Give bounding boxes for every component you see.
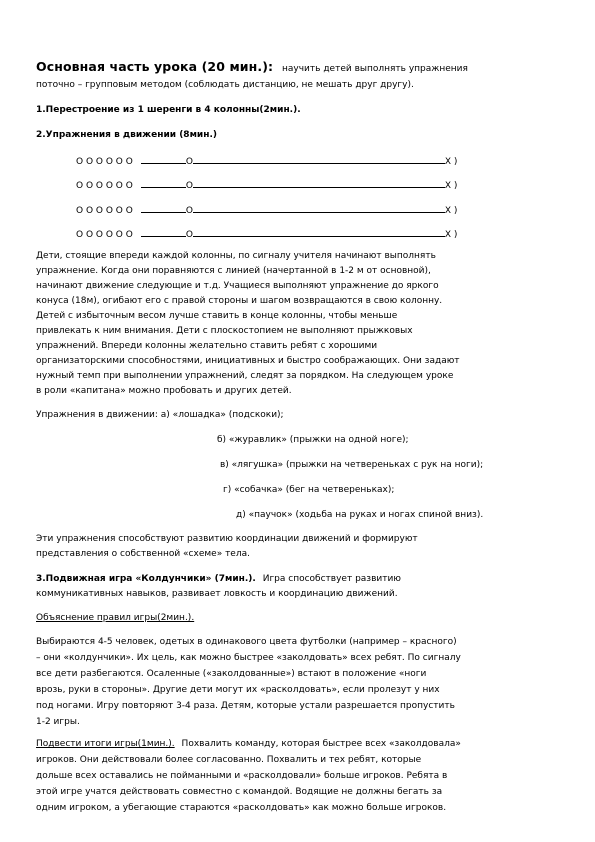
- rules-line: Выбираются 4-5 человек, одетых в одинакового цвета футболки (например – красного): [36, 637, 457, 647]
- formation-end-marker: Х ): [444, 181, 458, 191]
- formation-row: [76, 154, 457, 167]
- paragraph-line: конуса (18м), огибают его с правой стороны и шагом возвращаются в свою колонну.: [36, 296, 443, 306]
- summary-heading: Подвести итоги игры(1мин.).: [36, 739, 175, 749]
- formation-gap-line: [141, 178, 186, 188]
- rules-line: – они «колдунчики». Их цель, как можно быстрее «заколдовать» всех ребят. По сигналу: [36, 653, 461, 663]
- formation-row: [76, 203, 457, 216]
- paragraph-line: нужный темп при выполнении упражнений, следят за порядком. На следующем уроке: [36, 371, 454, 381]
- paragraph-line: организаторскими способностями, инициативных и быстро соображающих. Они задают: [36, 356, 460, 366]
- formation-gap-line: [141, 227, 186, 237]
- exercise-item: в) «лягушка» (прыжки на четвереньках с рук на ноги);: [220, 460, 484, 470]
- exercise-item: г) «собачка» (бег на четвереньках);: [223, 485, 395, 495]
- rules-line: 1-2 игры.: [36, 717, 80, 727]
- formation-end-marker: Х ): [444, 230, 458, 240]
- paragraph-line: в роли «капитана» можно пробовать и других детей.: [36, 386, 292, 396]
- rules-line: под ногами. Игру повторяют 3-4 раза. Детям, которые устали разрешается пропустить: [36, 701, 455, 711]
- summary-line: этой игре учатся действовать совместно с командой. Водящие не должны бегать за: [36, 787, 443, 797]
- exercise-item: б) «журавлик» (прыжки на одной ноге);: [217, 435, 409, 445]
- section-3-title: 3.Подвижная игра «Колдунчики» (7мин.).: [36, 574, 256, 584]
- exercises-intro: Упражнения в движении: а) «лошадка» (подскоки);: [36, 410, 284, 420]
- section-3-line-2: коммуникативных навыков, развивает ловкость и координацию движений.: [36, 589, 398, 599]
- formation-row: [76, 227, 457, 240]
- paragraph-line: Эти упражнения способствуют развитию координации движений и формируют: [36, 534, 418, 544]
- section-3-line-1: [36, 573, 401, 585]
- formation-mid-marker: О: [185, 181, 193, 191]
- paragraph-line: упражнений. Впереди колонны желательно ставить ребят с хорошими: [36, 341, 378, 351]
- summary-line-1: [36, 738, 461, 750]
- summary-line: дольше всех оставались не пойманными и «расколдовали» больше игроков. Ребята в: [36, 771, 448, 781]
- formation-distance-line: [193, 178, 445, 188]
- rules-line: врозь, руки в стороны». Другие дети могут их «расколдовать», если пролезут у них: [36, 685, 440, 695]
- formation-circles: О О О О О О: [76, 157, 133, 167]
- formation-gap-line: [141, 154, 186, 164]
- formation-distance-line: [193, 203, 445, 213]
- formation-circles: О О О О О О: [76, 181, 133, 191]
- formation-distance-line: [193, 227, 445, 237]
- paragraph-line: Детей с избыточным весом лучше ставить в конце колонны, чтобы меньше: [36, 311, 398, 321]
- rules-line: все дети разбегаются. Осаленные («заколдованные») встают в положение «ноги: [36, 669, 427, 679]
- heading-line-2: поточно – групповым методом (соблюдать дистанцию, не мешать друг другу).: [36, 80, 414, 90]
- formation-row: [76, 178, 457, 191]
- rules-heading: Объяснение правил игры(2мин.).: [36, 613, 195, 623]
- paragraph-line: упражнение. Когда они поравняются с линией (начертанной в 1-2 м от основной),: [36, 266, 431, 276]
- formation-mid-marker: О: [185, 230, 193, 240]
- formation-end-marker: Х ): [444, 206, 458, 216]
- formation-mid-marker: О: [185, 206, 193, 216]
- formation-mid-marker: О: [185, 157, 193, 167]
- section-1-title: 1.Перестроение из 1 шеренги в 4 колонны(2мин.).: [36, 105, 301, 115]
- paragraph-line: привлекать к ним внимания. Дети с плоскостопием не выполняют прыжковых: [36, 326, 413, 336]
- summary-line: игроков. Они действовали более согласованно. Похвалить и тех ребят, которые: [36, 755, 422, 765]
- formation-circles: О О О О О О: [76, 230, 133, 240]
- paragraph-line: представления о собственной «схеме» тела.: [36, 549, 250, 559]
- lesson-part-title: Основная часть урока (20 мин.):: [36, 59, 274, 74]
- summary-text: Похвалить команду, которая быстрее всех «заколдовала»: [181, 739, 461, 749]
- section-2-title: 2.Упражнения в движении (8мин.): [36, 130, 217, 140]
- summary-line: одним игроком, а убегающие стараются «расколдовать» как можно больше игроков.: [36, 803, 447, 813]
- exercise-item: д) «паучок» (ходьба на руках и ногах спиной вниз).: [236, 510, 484, 520]
- section-3-text: Игра способствует развитию: [262, 574, 401, 584]
- formation-circles: О О О О О О: [76, 206, 133, 216]
- paragraph-line: Дети, стоящие впереди каждой колонны, по сигналу учителя начинают выполнять: [36, 251, 436, 261]
- formation-end-marker: Х ): [444, 157, 458, 167]
- formation-gap-line: [141, 203, 186, 213]
- lesson-goal-text: научить детей выполнять упражнения: [282, 64, 468, 74]
- paragraph-line: начинают движение следующие и т.д. Учащиеся выполняют упражнение до яркого: [36, 281, 439, 291]
- formation-distance-line: [193, 154, 445, 164]
- heading-line-1: [36, 61, 468, 75]
